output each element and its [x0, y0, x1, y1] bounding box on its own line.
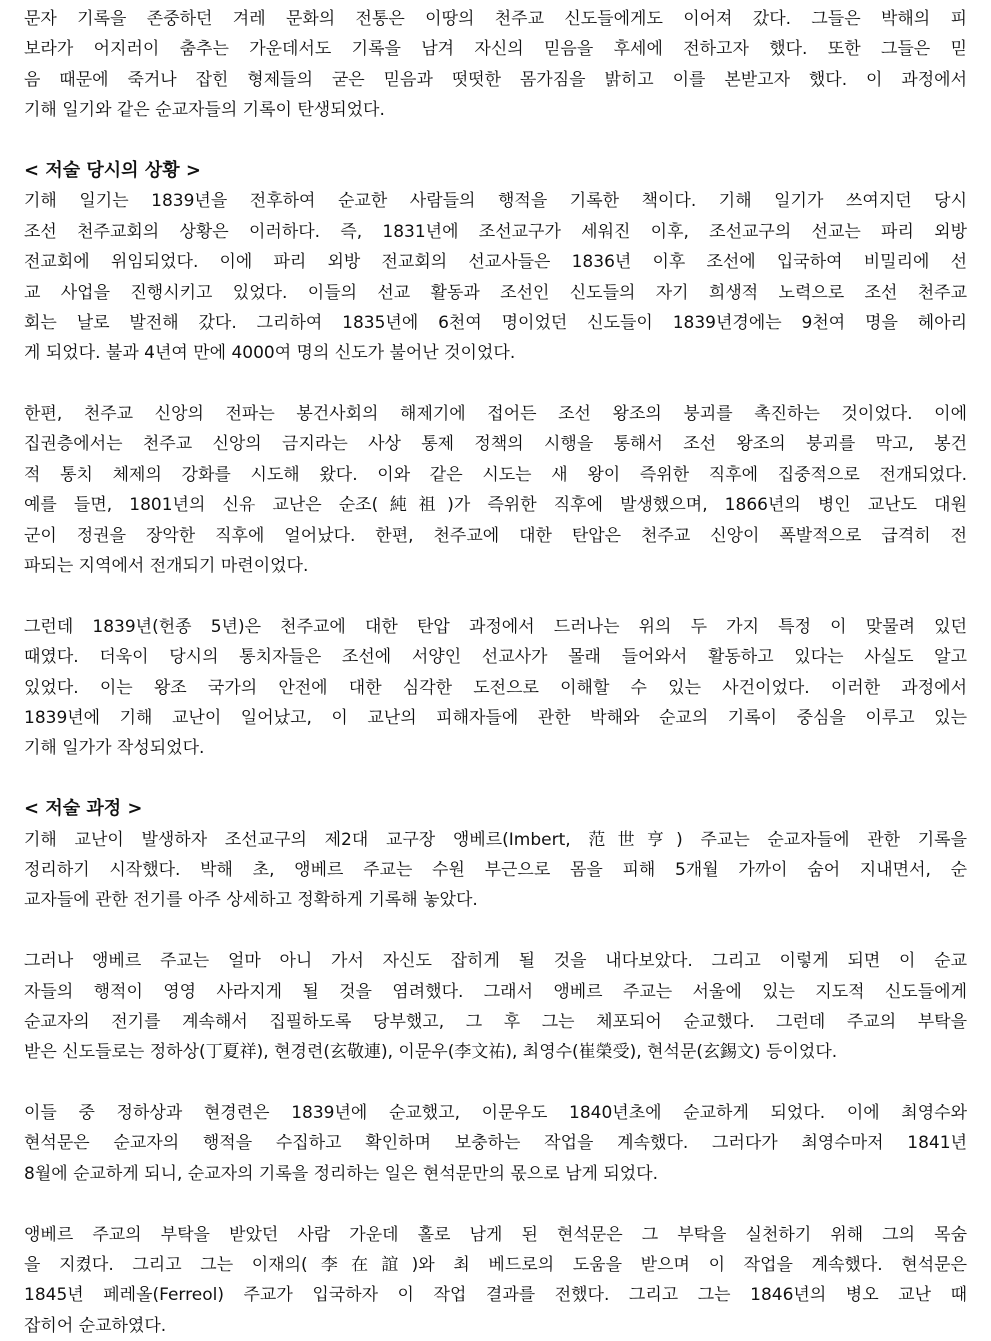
text-line: 1839년에 기해 교난이 일어났고, 이 교난의 피해자들에 관한 박해와 순교의 기록이 중심을 이루고 있는	[24, 707, 967, 728]
text-line: 그런데 1839년(헌종 5년)은 천주교에 대한 탄압 과정에서 드러나는 위의 두 가지 특정 이 맞물려 있던	[24, 616, 967, 637]
text-line: 군이 정권을 장악한 직후에 얼어났다. 한편, 천주교에 대한 탄압은 천주교 신앙이 폭발적으로 급격히 전	[24, 525, 967, 546]
text-line: 현석문은 순교자의 행적을 수집하고 확인하며 보충하는 작업을 계속했다. 그러다가 최영수마저 1841년	[24, 1133, 967, 1154]
paragraph	[24, 186, 967, 368]
text-line: 전교회에 위임되었다. 이에 파리 외방 전교회의 선교사들은 1836년 이후 조선에 입국하여 비밀리에 선	[24, 252, 967, 273]
text-line: 파되는 지역에서 전개되기 마련이었다.	[24, 556, 309, 577]
paragraph	[24, 1098, 967, 1189]
section-heading: < 저술 당시의 상황 >	[24, 159, 201, 181]
text-line: 자들의 행적이 영영 사라지게 될 것을 염려했다. 그래서 앵베르 주교는 서울에 있는 지도적 신도들에게	[24, 981, 967, 1002]
text-line: 정리하기 시작했다. 박해 초, 앵베르 주교는 수원 부근으로 몸을 피해 5개월 가까이 숨어 지내면서, 순	[24, 859, 967, 880]
text-line: 앵베르 주교의 부탁을 받았던 사람 가운데 홀로 남게 된 현석문은 그 부탁을 실천하기 위해 그의 목숨	[24, 1224, 967, 1245]
document-page	[24, 4, 967, 1341]
text-line: 회는 날로 발전해 갔다. 그리하여 1835년에 6천여 명이었던 신도들이 1839년경에는 9천여 명을 헤아리	[24, 312, 967, 333]
text-line: 한편, 천주교 신앙의 전파는 봉건사회의 해제기에 접어든 조선 왕조의 붕괴를 촉진하는 것이었다. 이에	[24, 404, 967, 425]
text-line: 교 사업을 진행시키고 있었다. 이들의 선교 활동과 조선인 신도들의 자기 희생적 노력으로 조선 천주교	[24, 282, 967, 303]
text-line: 예를 들면, 1801년의 신유 교난은 순조(純祖)가 즉위한 직후에 발생했으며, 1866년의 병인 교난도 대원	[24, 495, 967, 516]
text-line: 그러나 앵베르 주교는 얼마 아니 가서 자신도 잡히게 될 것을 내다보았다. 그리고 이렇게 되면 이 순교	[24, 951, 967, 972]
text-line: 게 되었다. 불과 4년여 만에 4000여 명의 신도가 불어난 것이었다.	[24, 343, 516, 364]
text-line: 기해 일기와 같은 순교자들의 기록이 탄생되었다.	[24, 100, 385, 121]
text-line: 때였다. 더욱이 당시의 통치자들은 조선에 서양인 선교사가 몰래 들어와서 활동하고 있다는 사실도 알고	[24, 647, 967, 668]
paragraph-spacer	[24, 1189, 967, 1219]
text-line: 을 지켰다. 그리고 그는 이재의(李在誼)와 최 베드로의 도움을 받으며 이 작업을 계속했다. 현석문은	[24, 1255, 967, 1276]
paragraph-spacer	[24, 369, 967, 399]
text-line: 순교자의 전기를 계속해서 집필하도록 당부했고, 그 후 그는 체포되어 순교했다. 그런데 주교의 부탁을	[24, 1011, 967, 1032]
paragraph	[24, 946, 967, 1068]
paragraph-spacer	[24, 1068, 967, 1098]
paragraph	[24, 825, 967, 916]
text-line: 잡히어 순교하였다.	[24, 1315, 167, 1336]
section-writing-context	[24, 156, 967, 764]
text-line: 교자들에 관한 전기를 아주 상세하고 정확하게 기록해 놓았다.	[24, 890, 478, 911]
text-line: 집권층에서는 천주교 신앙의 금지라는 사상 통제 정책의 시행을 통해서 조선 왕조의 붕괴를 막고, 봉건	[24, 434, 967, 455]
text-line: 적 통치 체제의 강화를 시도해 왔다. 이와 같은 시도는 새 왕이 즉위한 직후에 집중적으로 전개되었다.	[24, 464, 967, 485]
text-line: 1845년 페레올(Ferreol) 주교가 입국하자 이 작업 결과를 전했다. 그리고 그는 1846년의 병오 교난 때	[24, 1285, 967, 1306]
intro-paragraph	[24, 4, 967, 126]
paragraph-spacer	[24, 916, 967, 946]
text-line: 받은 신도들로는 정하상(丁夏祥), 현경련(玄敬連), 이문우(李文祐), 최영수(崔榮受), 현석문(玄錫文) 등이었다.	[24, 1042, 838, 1063]
text-line: 이들 중 정하상과 현경련은 1839년에 순교했고, 이문우도 1840년초에 순교하게 되었다. 이에 최영수와	[24, 1103, 967, 1124]
text-line: 기해 교난이 발생하자 조선교구의 제2대 교구장 앵베르(Imbert, 范世亨) 주교는 순교자들에 관한 기록을	[24, 829, 967, 850]
text-line: 있었다. 이는 왕조 국가의 안전에 대한 심각한 도전으로 이해할 수 있는 사건이었다. 이러한 과정에서	[24, 677, 967, 698]
paragraph-spacer	[24, 581, 967, 611]
text-line: 조선 천주교회의 상황은 이러하다. 즉, 1831년에 조선교구가 세워진 이후, 조선교구의 선교는 파리 외방	[24, 221, 967, 242]
paragraph-spacer	[24, 126, 967, 156]
paragraph	[24, 1220, 967, 1341]
text-line: 기해 일가가 작성되었다.	[24, 738, 205, 759]
paragraph	[24, 399, 967, 581]
paragraph	[24, 612, 967, 764]
section-heading: < 저술 과정 >	[24, 798, 143, 820]
paragraph-spacer	[24, 764, 967, 794]
section-writing-process	[24, 794, 967, 1341]
text-line: 음 때문에 죽거나 잡힌 형제들의 굳은 믿음과 떳떳한 몸가짐을 밝히고 이를 본받고자 했다. 이 과정에서	[24, 69, 967, 90]
text-line: 문자 기록을 존중하던 겨레 문화의 전통은 이땅의 천주교 신도들에게도 이어져 갔다. 그들은 박해의 피	[24, 9, 967, 29]
text-line: 기해 일기는 1839년을 전후하여 순교한 사람들의 행적을 기록한 책이다. 기해 일기가 쓰여지던 당시	[24, 191, 967, 212]
text-line: 보라가 어지러이 춤추는 가운데서도 기록을 남겨 자신의 믿음을 후세에 전하고자 했다. 또한 그들은 믿	[24, 39, 967, 60]
text-line: 8월에 순교하게 되니, 순교자의 기록을 정리하는 일은 현석문만의 몫으로 남게 되었다.	[24, 1163, 659, 1184]
